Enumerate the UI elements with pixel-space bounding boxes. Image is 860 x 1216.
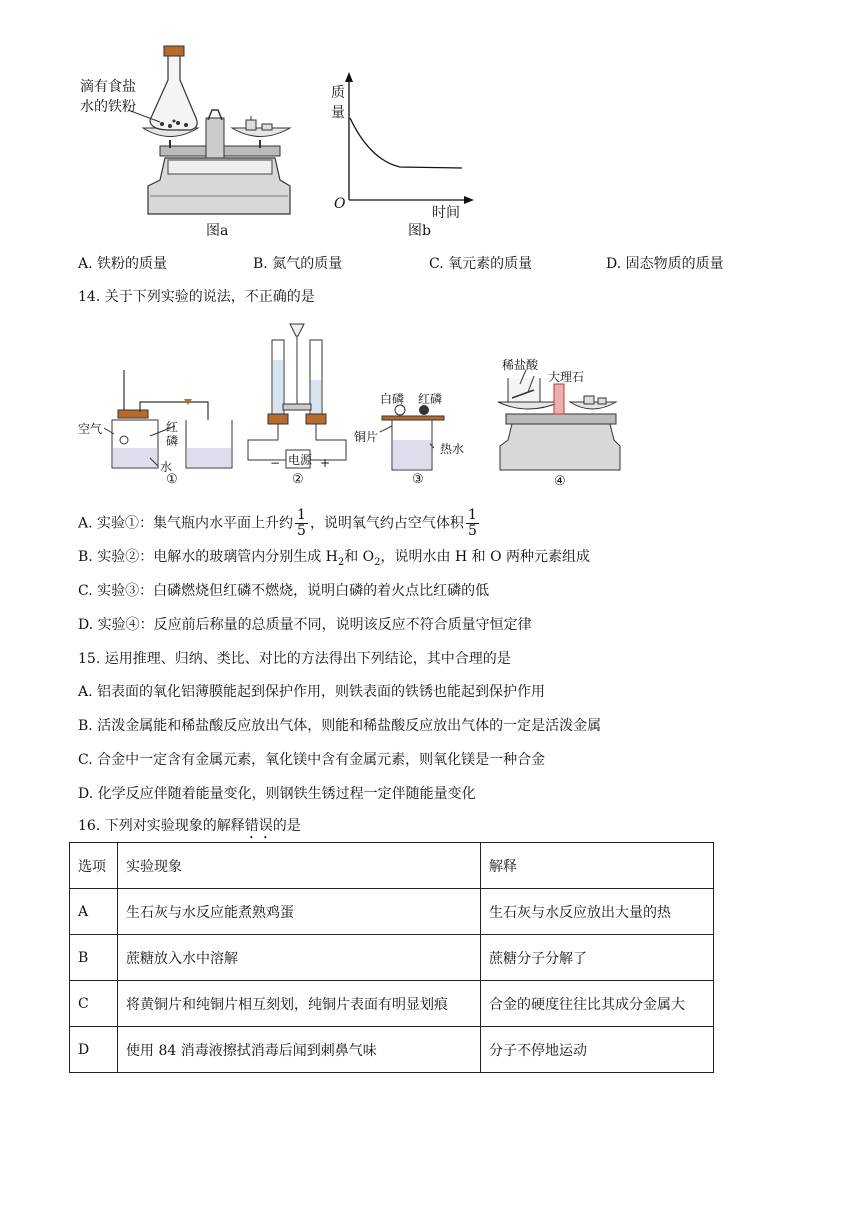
fraction-numerator: 1	[297, 507, 306, 523]
fraction-one-fifth-2	[466, 508, 479, 539]
fraction-numerator: 1	[467, 507, 477, 523]
q13-option-a: A. 铁粉的质量	[78, 256, 168, 272]
q14-option-c: C. 实验③：白磷燃烧但红磷不燃烧，说明白磷的着火点比红磷的低	[78, 583, 490, 599]
table-cell: 使用 84 消毒液擦拭消毒后闻到刺鼻气味	[118, 1027, 481, 1073]
origin-label: O	[334, 196, 346, 212]
fraction-denominator: 5	[467, 523, 477, 539]
q14-b-text-2: 和 O	[344, 549, 375, 565]
table-row	[70, 889, 714, 935]
y-axis-label-1: 质	[331, 85, 345, 101]
table-cell: 蔗糖分子分解了	[481, 935, 714, 981]
q14-stem: 14. 关于下列实验的说法，不正确的是	[78, 289, 315, 305]
q14-option-b	[78, 548, 590, 572]
label-plus: +	[320, 456, 331, 470]
fraction-denominator: 5	[297, 523, 306, 539]
figure-b-label: 图b	[408, 223, 431, 239]
flask-caption-line1: 滴有食盐	[80, 79, 136, 95]
q14-a-text-1: A. 实验①：集气瓶内水平面上升约	[78, 515, 294, 532]
table-cell: B	[70, 935, 118, 981]
label-exp-2: ②	[292, 472, 304, 487]
q15-option-c: C. 合金中一定含有金属元素，氧化镁中含有金属元素，则氧化镁是一种合金	[78, 752, 546, 768]
q16-stem	[78, 817, 301, 842]
q13-option-d: D. 固态物质的质量	[606, 256, 724, 272]
table-header-cell: 实验现象	[118, 843, 481, 889]
table-row	[70, 935, 714, 981]
q14-b-text-1: B. 实验②：电解水的玻璃管内分别生成 H	[78, 549, 338, 565]
table-header-cell: 选项	[70, 843, 118, 889]
figure-a-label: 图a	[206, 223, 229, 239]
table-cell: 分子不停地运动	[481, 1027, 714, 1073]
q14-option-d: D. 实验④：反应前后称量的总质量不同，说明该反应不符合质量守恒定律	[78, 617, 532, 633]
flask-caption-line2: 水的铁粉	[80, 99, 136, 115]
q13-option-b: B. 氮气的质量	[253, 256, 343, 272]
table-header-cell: 解释	[481, 843, 714, 889]
label-white-p: 白磷	[380, 392, 405, 406]
table-header-row	[70, 843, 714, 889]
label-hcl: 稀盐酸	[502, 358, 539, 372]
subscript: 2	[337, 556, 345, 568]
table-cell: C	[70, 981, 118, 1027]
q16-table	[69, 842, 714, 1073]
table-cell: 生石灰与水反应放出大量的热	[481, 889, 714, 935]
label-exp-1: ①	[166, 472, 178, 487]
label-minus: −	[270, 456, 281, 470]
q14-a-text-2: ，说明氧气约占空气体积	[309, 515, 464, 532]
q15-option-a: A. 铝表面的氧化铝薄膜能起到保护作用，则铁表面的铁锈也能起到保护作用	[78, 684, 546, 700]
label-copper: 铜片	[354, 430, 379, 444]
table-cell: 合金的硬度往往比其成分金属大	[481, 981, 714, 1027]
q16-stem-text-2: 的是	[272, 818, 301, 834]
q15-option-d: D. 化学反应伴随着能量变化，则钢铁生锈过程一定伴随能量变化	[78, 786, 476, 802]
label-power: 电源	[288, 453, 313, 467]
q14-option-a	[78, 508, 481, 539]
table-row	[70, 1027, 714, 1073]
label-red-1: 红	[166, 420, 179, 434]
fraction-one-fifth-1	[295, 508, 308, 539]
label-red-p: 红磷	[418, 392, 443, 406]
q16-stem-text-1: 16. 下列对实验现象的解释	[78, 818, 245, 834]
experiment-drawings	[0, 0, 860, 500]
q15-option-b: B. 活泼金属能和稀盐酸反应放出气体，则能和稀盐酸反应放出气体的一定是活泼金属	[78, 718, 602, 734]
label-water: 水	[160, 460, 173, 474]
table-cell: 将黄铜片和纯铜片相互刻划，纯铜片表面有明显划痕	[118, 981, 481, 1027]
label-exp-3: ③	[412, 472, 424, 487]
label-exp-4: ④	[554, 474, 566, 489]
y-axis-label-2: 量	[331, 105, 345, 121]
q16-stem-emphasis: 错误	[244, 818, 273, 834]
table-cell: A	[70, 889, 118, 935]
subscript: 2	[374, 556, 381, 568]
label-air: 空气	[78, 422, 103, 436]
label-red-2: 磷	[166, 434, 179, 448]
table-row	[70, 981, 714, 1027]
q14-b-text-3: ，说明水由 H 和 O 两种元素组成	[380, 549, 591, 565]
label-marble: 大理石	[548, 370, 585, 384]
table-cell: D	[70, 1027, 118, 1073]
table-cell: 蔗糖放入水中溶解	[118, 935, 481, 981]
table-cell: 生石灰与水反应能煮熟鸡蛋	[118, 889, 481, 935]
q13-option-c: C. 氧元素的质量	[429, 256, 533, 272]
x-axis-label: 时间	[432, 205, 460, 221]
q15-stem: 15. 运用推理、归纳、类比、对比的方法得出下列结论，其中合理的是	[78, 651, 511, 667]
label-hot-water: 热水	[440, 442, 465, 456]
